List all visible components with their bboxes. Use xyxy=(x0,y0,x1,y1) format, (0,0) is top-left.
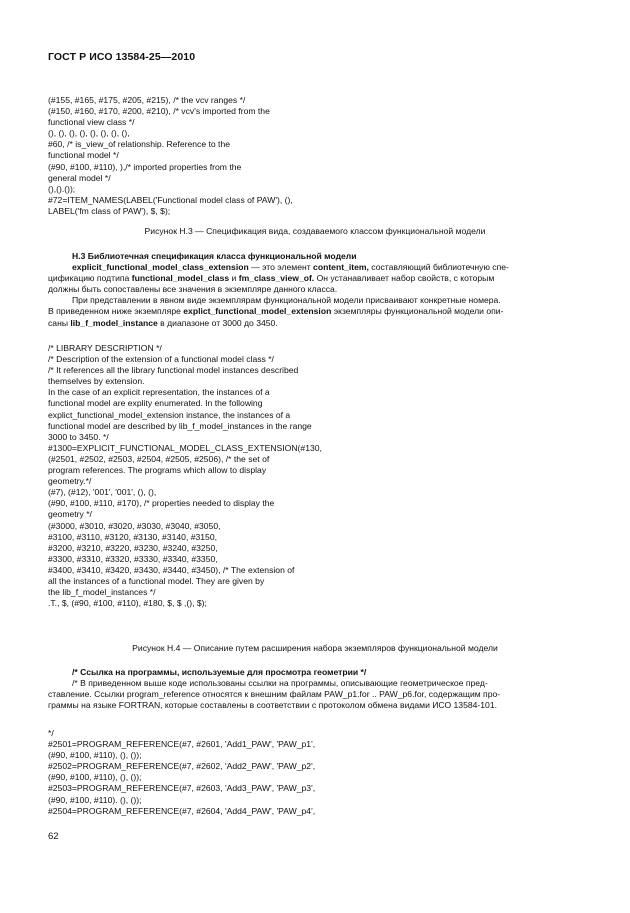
paragraph-line: саны lib_f_model_instance в диапазоне от 3000 до 3450. xyxy=(48,317,278,328)
paragraph-line: В приведенном ниже экземпляре explict_functional_model_extension экземпляры функциональной модели опи- xyxy=(48,306,504,317)
paragraph-line: explicit_functional_model_class_extension — это элемент content_item, составляющий библиотечную спе- xyxy=(72,262,509,273)
code-line: (#90, #100, #110, #170), /* properties needed to display the xyxy=(48,498,275,509)
code-line: themselves by extension. xyxy=(48,376,145,387)
code-line: /* LIBRARY DESCRIPTION */ xyxy=(48,343,162,353)
code-line: functional view class */ xyxy=(48,117,135,128)
code-line: (#150, #160, #170, #200, #210), /* vcv's imported from the xyxy=(48,106,270,117)
code-line: the lib_f_model_instances */ xyxy=(48,587,156,598)
code-block-view-spec xyxy=(48,95,378,217)
programs-note-heading: /* Ссылка на программы, используемые для просмотра геометрии */ xyxy=(72,667,367,677)
code-line: explict_functional_model_extension instance, the instances of a xyxy=(48,409,291,420)
code-line: functional model are described by lib_f_model_instances in the range xyxy=(48,420,312,431)
code-line: #1300=EXPLICIT_FUNCTIONAL_MODEL_CLASS_EXTENSION(#130, xyxy=(48,442,322,453)
code-line: all the instances of a functional model. They are given by xyxy=(48,575,265,586)
code-line: #2501=PROGRAM_REFERENCE(#7, #2601, 'Add1_PAW', 'PAW_p1', xyxy=(48,739,316,750)
page-number: 62 xyxy=(48,831,59,842)
code-line: geometry */ xyxy=(48,509,92,520)
code-line: In the case of an explicit representation, the instances of a xyxy=(48,387,270,398)
code-line: #2504=PROGRAM_REFERENCE(#7, #2604, 'Add4_PAW', 'PAW_p4', xyxy=(48,805,316,816)
code-line: #3200, #3210, #3220, #3230, #3240, #3250, xyxy=(48,542,218,553)
section-h3-heading: Н.3 Библиотечная спецификация класса функциональной модели xyxy=(72,251,357,261)
code-line: #3300, #3310, #3320, #3330, #3340, #3350, xyxy=(48,553,218,564)
figure-h4-caption: Рисунок Н.4 — Описание путем расширения набора экземпляров функциональной модели xyxy=(132,643,498,653)
code-block-program-references xyxy=(48,728,378,817)
code-line: .T., $, (#90, #100, #110), #180, $, $ ,(), $); xyxy=(48,598,207,609)
code-line: program references. The programs which allow to display xyxy=(48,465,267,476)
code-line: (#90, #100, #110), (), ()); xyxy=(48,772,142,783)
figure-h3-caption: Рисунок Н.3 — Спецификация вида, создаваемого классом функциональной модели xyxy=(144,226,486,236)
code-line: 3000 to 3450. */ xyxy=(48,431,109,442)
code-line: (#2501, #2502, #2503, #2504, #2505, #2506), /* the set of xyxy=(48,453,270,464)
code-line: /* It references all the library functional model instances described xyxy=(48,365,299,376)
paragraph-line: ставление. Ссылки program_reference относятся к внешним файлам PAW_p1.for .. PAW_p6.for, содержащим про- xyxy=(48,689,501,700)
code-line: (#7), (#12), '001', '001', (), (), xyxy=(48,487,157,498)
page-header: ГОСТ Р ИСО 13584-25—2010 xyxy=(48,51,196,63)
code-line: #2502=PROGRAM_REFERENCE(#7, #2602, 'Add2_PAW', 'PAW_p2', xyxy=(48,761,316,772)
code-line: (), (), (), (), (), (), (), (), xyxy=(48,128,130,139)
code-line: geometry.*/ xyxy=(48,476,92,487)
code-line: #72=ITEM_NAMES(LABEL('Functional model class of PAW'), (), xyxy=(48,194,293,205)
code-block-library-description xyxy=(48,343,378,609)
code-line: #60, /* is_view_of relationship. Reference to the xyxy=(48,139,231,150)
code-line: LABEL('fm class of PAW'), $, $); xyxy=(48,205,171,216)
code-line: #3400, #3410, #3420, #3430, #3440, #3450), /* The extension of xyxy=(48,564,295,575)
code-line: general model */ xyxy=(48,172,111,183)
code-line: /* Description of the extension of a functional model class */ xyxy=(48,354,274,365)
paragraph-line: При представлении в явном виде экземплярам функциональной модели присваивают конкретные номера. xyxy=(72,295,501,306)
code-line: */ xyxy=(48,728,54,738)
code-line: #2503=PROGRAM_REFERENCE(#7, #2603, 'Add3_PAW', 'PAW_p3', xyxy=(48,783,316,794)
code-line: (#90, #100, #110), (), ()); xyxy=(48,750,142,761)
code-line: (#90, #100, #110). (), ()); xyxy=(48,794,142,805)
code-line: #3100, #3110, #3120, #3130, #3140, #3150, xyxy=(48,531,218,542)
code-line: (#155, #165, #175, #205, #215), /* the vcv ranges */ xyxy=(48,95,246,105)
paragraph-line: граммы на языке FORTRAN, которые составлены в соответствии с протоколом обмена видами ИСО 13584-101. xyxy=(48,700,498,711)
code-line: (#3000, #3010, #3020, #3030, #3040, #3050, xyxy=(48,520,221,531)
code-line: functional model */ xyxy=(48,150,119,161)
paragraph-line: /* В приведенном выше коде использованы ссылки на программы, описывающие геометрическое пред- xyxy=(72,678,488,689)
paragraph-line: цификацию подтипа functional_model_class и fm_class_view_of. Он устанавливает набор свойств, с которым xyxy=(48,273,495,284)
code-line: (),().()); xyxy=(48,183,76,194)
code-line: (#90, #100, #110), ),/* imported properties from the xyxy=(48,161,242,172)
code-line: functional model are explity enumerated. In the following xyxy=(48,398,263,409)
section-h3 xyxy=(48,251,582,329)
paragraph-line: должны быть сопоставлены все значения в экземпляре данного класса. xyxy=(48,284,338,295)
programs-note xyxy=(48,667,582,711)
